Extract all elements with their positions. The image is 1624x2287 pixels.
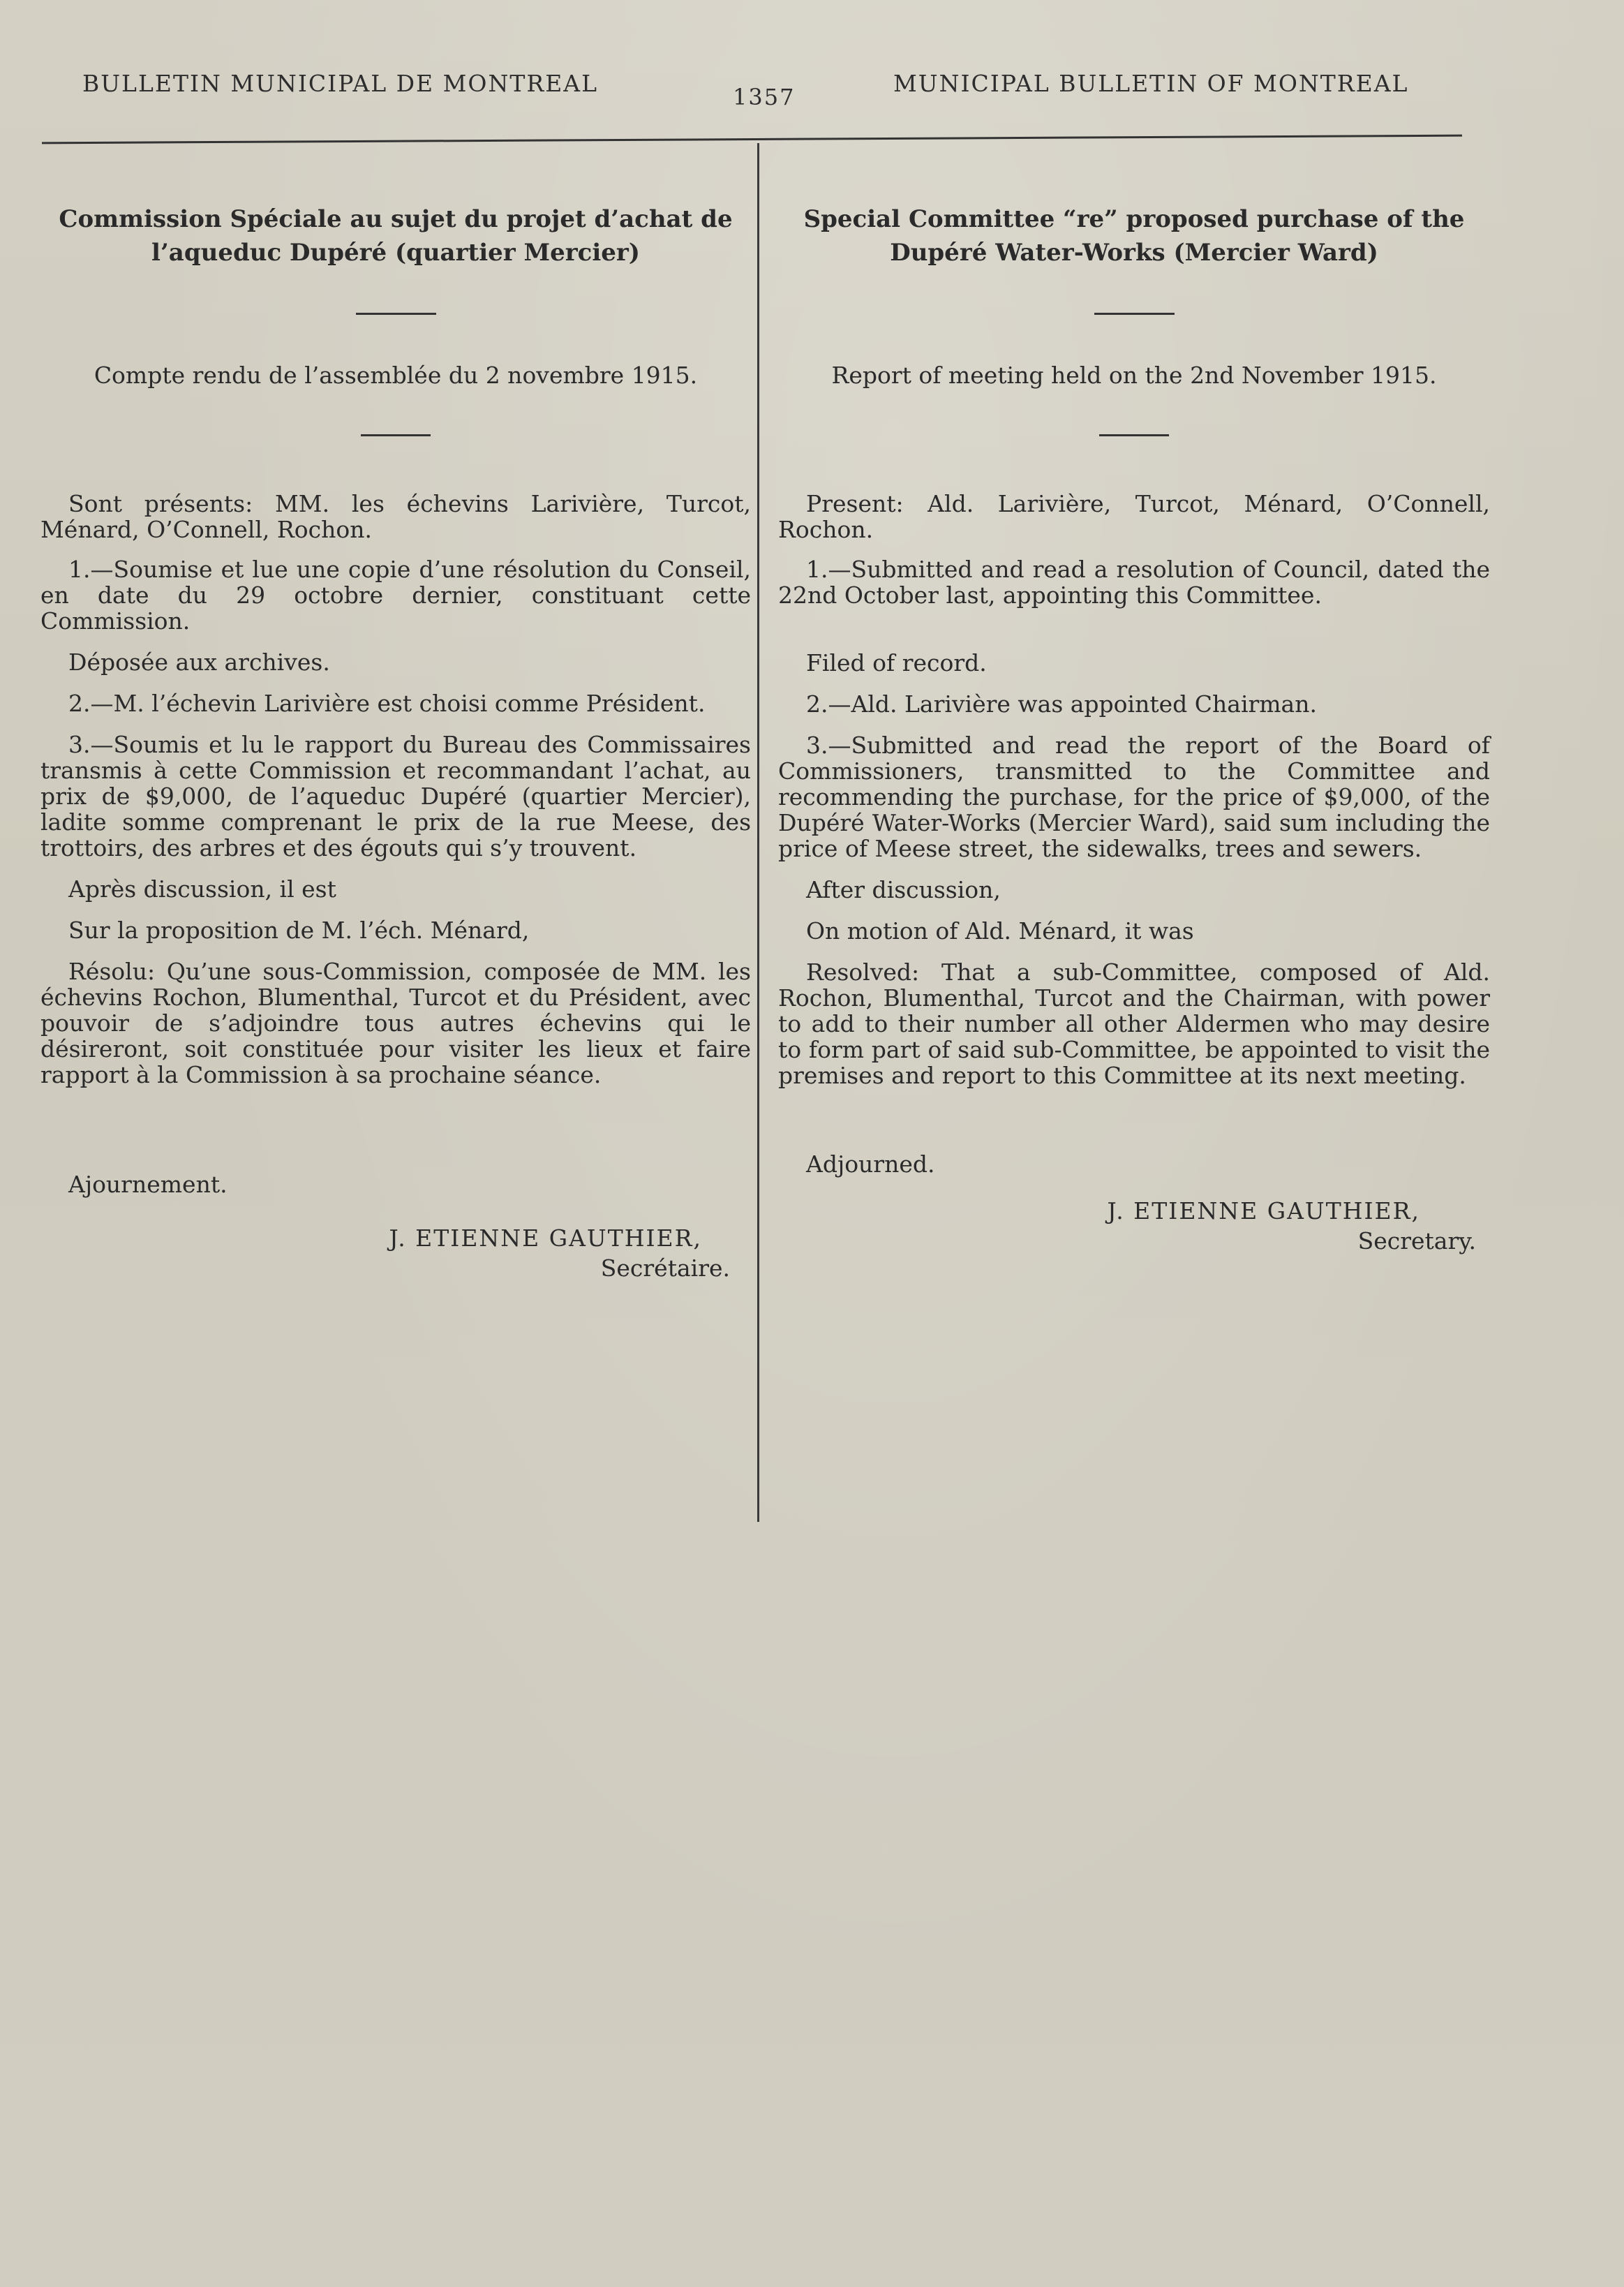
english-signature-role: Secretary. [1357,1227,1476,1254]
french-signature-name: J. ETIENNE GAUTHIER, [389,1224,702,1252]
french-signature-role: Secrétaire. [600,1254,730,1282]
french-item-1: 1.—Soumise et lue une copie d’une résolution du Conseil, en date du 29 octobre dernier, constituant cette Commission. [40,556,751,635]
french-title: Commission Spéciale au sujet du projet d’achat de l’aqueduc Dupéré (quartier Mercier) [59,205,733,267]
french-after-discussion: Après discussion, il est [68,875,336,903]
french-present: Sont présents: MM. les échevins Larivière, Turcot, Ménard, O’Connell, Rochon. [40,490,751,543]
english-item-1: 1.—Submitted and read a resolution of Council, dated the 22nd October last, appointing this Committee. [778,556,1490,609]
french-meeting-report: Compte rendu de l’assemblée du 2 novembre 1915. [94,362,698,389]
header-left-title: BULLETIN MUNICIPAL DE MONTREAL [82,70,599,97]
english-item-3: 3.—Submitted and read the report of the Board of Commissioners, transmitted to the Committee and recommending the purchase, for the price of $9,000, of the Dupéré Water-Works (Mercier Ward), said sum including the price of Meese street, the sidewalks, trees and sewers. [778,732,1490,862]
french-motion: Sur la proposition de M. l’éch. Ménard, [68,917,530,944]
french-resolved: Résolu: Qu’une sous-Commission, composée de MM. les échevins Rochon, Blumenthal, Turcot et du Président, avec pouvoir de s’adjoindre tous autres échevins qui le désireront, soit constituée pour visiter les lieux et faire rapport à la Commission à sa prochaine séance. [40,958,751,1088]
french-filed: Déposée aux archives. [68,649,330,676]
english-meeting-report: Report of meeting held on the 2nd November 1915. [831,362,1437,389]
french-item-2: 2.—M. l’échevin Larivière est choisi comme Président. [68,690,706,717]
french-column [40,202,751,1281]
english-motion: On motion of Ald. Ménard, it was [806,917,1194,945]
english-column [778,202,1490,1254]
header-right-title: MUNICIPAL BULLETIN OF MONTREAL [893,70,1409,97]
english-title: Special Committee “re” proposed purchase of the Dupéré Water-Works (Mercier Ward) [803,205,1465,267]
english-present: Present: Ald. Larivière, Turcot, Ménard, O’Connell, Rochon. [778,490,1490,543]
english-after-discussion: After discussion, [806,876,1001,903]
english-resolved: Resolved: That a sub-Committee, composed of Ald. Rochon, Blumenthal, Turcot and the Chairman, with power to add to their number all other Aldermen who may desire to form part of said sub-Committee, be appointed to visit the premises and report to this Committee at its next meeting. [778,959,1490,1089]
english-adjourned: Adjourned. [806,1150,935,1178]
english-signature-name: J. ETIENNE GAUTHIER, [1107,1197,1420,1224]
header-rule [42,135,1462,145]
english-item-2: 2.—Ald. Larivière was appointed Chairman. [806,690,1317,718]
english-filed: Filed of record. [806,649,987,676]
french-item-3: 3.—Soumis et lu le rapport du Bureau des Commissaires transmis à cette Commission et recommandant l’achat, au prix de $9,000, de l’aqueduc Dupéré (quartier Mercier), ladite somme comprenant le prix de la rue Meese, des trottoirs, des arbres et des égouts qui s’y trouvent. [40,731,751,861]
page-number: 1357 [733,84,796,110]
column-divider [757,143,759,1522]
french-adjourned: Ajournement. [68,1171,228,1198]
